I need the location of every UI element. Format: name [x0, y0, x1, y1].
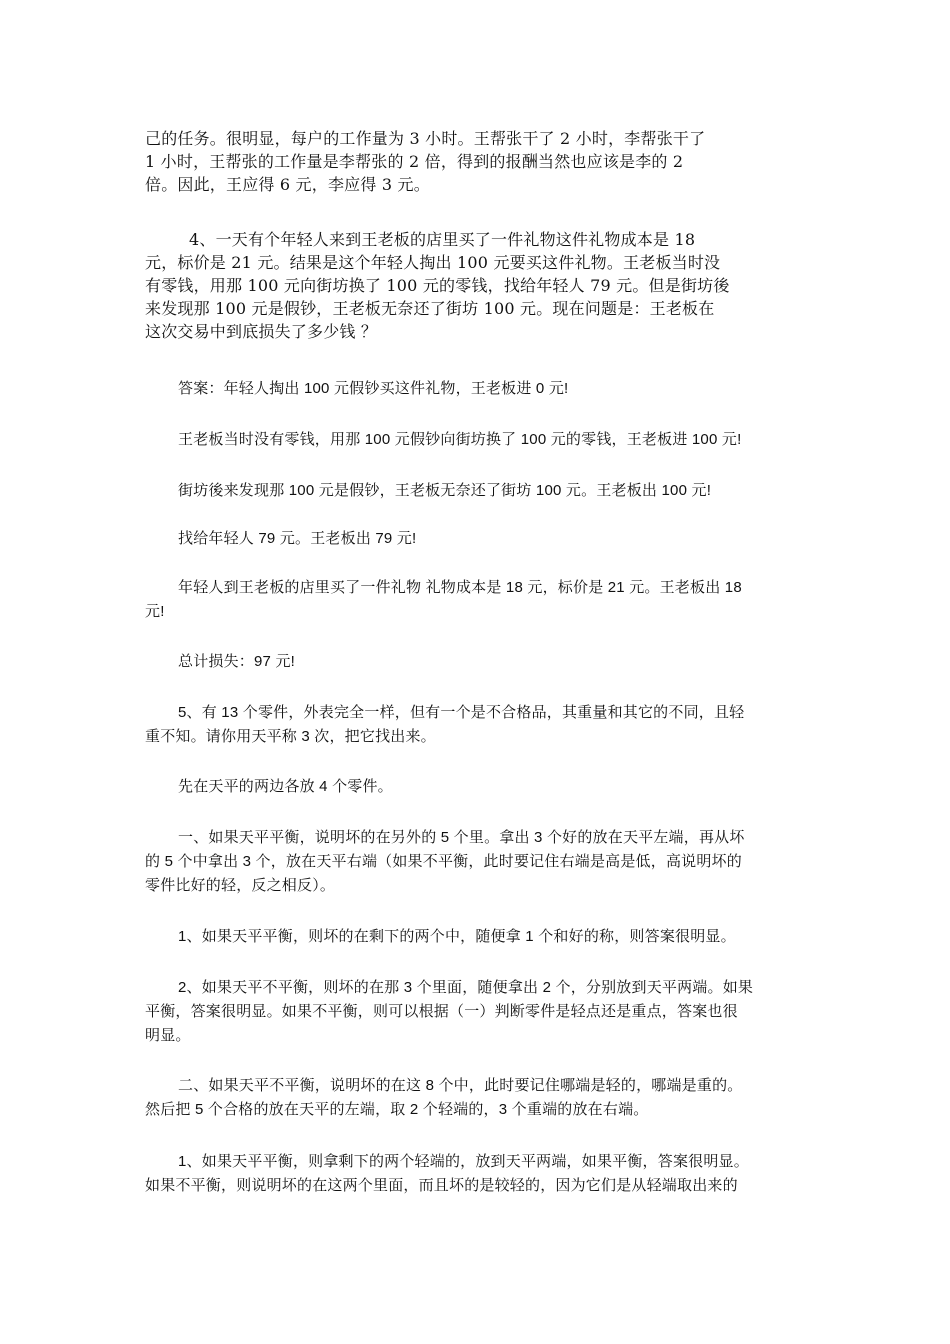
text-line: 1、如果天平平衡，则拿剩下的两个轻端的，放到天平两端，如果平衡，答案很明显。 — [178, 1153, 749, 1170]
text-line: 二、如果天平不平衡，说明坏的在这 8 个中，此时要记住哪端是轻的，哪端是重的。 — [178, 1077, 743, 1094]
paragraph-subcase — [145, 976, 753, 1048]
text-line: 然后把 5 个合格的放在天平的左端，取 2 个轻端的，3 个重端的放在右端。 — [145, 1101, 649, 1118]
paragraph-step — [145, 775, 393, 799]
paragraph-case-2 — [145, 1074, 742, 1122]
paragraph-answer-step — [145, 527, 416, 551]
paragraph-question-5 — [145, 701, 744, 749]
paragraph-answer-step — [145, 428, 741, 452]
paragraph-answer-step — [145, 479, 711, 503]
text-line: 1、如果天平平衡，则坏的在剩下的两个中，随便拿 1 个和好的称，则答案很明显。 — [178, 928, 736, 945]
text-line: 明显。 — [145, 1027, 191, 1044]
text-line: 平衡，答案很明显。如果不平衡，则可以根据（一）判断零件是轻点还是重点，答案也很 — [145, 1003, 738, 1020]
text-line: 2、如果天平不平衡，则坏的在那 3 个里面，随便拿出 2 个，分别放到天平两端。如果 — [178, 979, 754, 996]
paragraph-answer-total — [145, 650, 295, 674]
text-line: 先在天平的两边各放 4 个零件。 — [178, 778, 393, 795]
text-line: 总计损失：97 元! — [178, 653, 296, 670]
text-line: 有零钱，用那 100 元向街坊换了 100 元的零钱，找给年轻人 79 元。但是街坊後 — [145, 276, 730, 295]
text-line: 一、如果天平平衡，说明坏的在另外的 5 个里。拿出 3 个好的放在天平左端，再从坏 — [178, 829, 745, 846]
text-line: 己的任务。很明显，每户的工作量为 3 小时。王帮张干了 2 小时，李帮张干了 — [145, 129, 706, 148]
text-line: 王老板当时没有零钱，用那 100 元假钞向街坊换了 100 元的零钱，王老板进 100 元! — [178, 431, 742, 448]
text-line: 这次交易中到底损失了多少钱 ？ — [145, 322, 378, 341]
paragraph-continuation — [145, 127, 705, 196]
text-line: 倍。因此，王应得 6 元，李应得 3 元。 — [145, 175, 430, 194]
text-line: 元，标价是 21 元。结果是这个年轻人掏出 100 元要买这件礼物。王老板当时没 — [145, 253, 721, 272]
text-line: 年轻人到王老板的店里买了一件礼物 礼物成本是 18 元，标价是 21 元。王老板出 18 — [178, 579, 742, 596]
text-line: 零件比好的轻，反之相反）。 — [145, 877, 336, 894]
paragraph-answer — [145, 377, 568, 401]
text-line: 答案：年轻人掏出 100 元假钞买这件礼物，王老板进 0 元! — [178, 380, 569, 397]
paragraph-question-4 — [145, 228, 730, 343]
text-line: 1 小时，王帮张的工作量是李帮张的 2 倍，得到的报酬当然也应该是李的 2 — [145, 152, 684, 171]
text-line: 街坊後来发现那 100 元是假钞，王老板无奈还了街坊 100 元。王老板出 100 元! — [178, 482, 712, 499]
text-line: 的 5 个中拿出 3 个，放在天平右端（如果不平衡，此时要记住右端是高是低，高说明坏的 — [145, 853, 742, 870]
paragraph-subcase — [145, 1150, 749, 1198]
paragraph-answer-step — [145, 576, 742, 624]
text-line: 找给年轻人 79 元。王老板出 79 元! — [178, 530, 417, 547]
text-line: 元! — [145, 603, 165, 620]
text-line: 5、有 13 个零件，外表完全一样，但有一个是不合格品，其重量和其它的不同，且轻 — [178, 704, 745, 721]
text-line: 如果不平衡，则说明坏的在这两个里面，而且坏的是较轻的，因为它们是从轻端取出来的 — [145, 1177, 738, 1194]
paragraph-case-1 — [145, 826, 745, 898]
text-line: 来发现那 100 元是假钞，王老板无奈还了街坊 100 元。现在问题是：王老板在 — [145, 299, 715, 318]
paragraph-subcase — [145, 925, 736, 949]
text-line: 重不知。请你用天平称 3 次，把它找出来。 — [145, 728, 436, 745]
text-line: 4、一天有个年轻人来到王老板的店里买了一件礼物这件礼物成本是 18 — [189, 230, 696, 249]
